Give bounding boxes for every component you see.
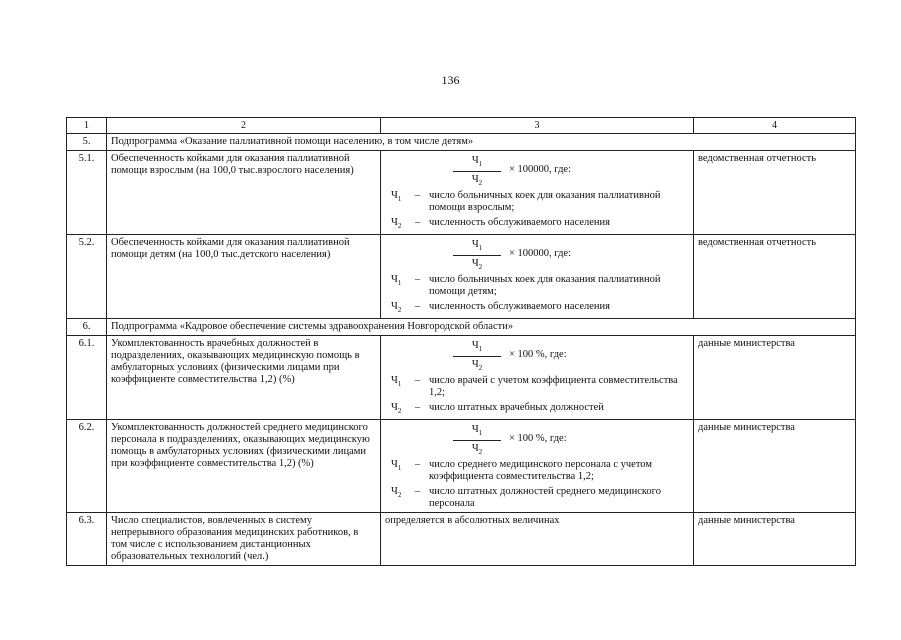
data-source: данные министерства [694, 513, 856, 566]
column-number: 1 [67, 118, 107, 134]
definition-symbol: $Ч_1$ [391, 190, 402, 204]
definition: $Ч_2$ – численность обслуживаемого населения [385, 217, 689, 232]
indicator-name: Обеспеченность койками для оказания паллиативной помощи взрослым (на 100,0 тыс.взрослого населения) [107, 151, 381, 235]
numerator: $Ч_1$ [453, 239, 501, 256]
fraction [453, 239, 501, 273]
row-number: 5.2. [67, 235, 107, 319]
page-number: 136 [441, 73, 460, 87]
definition: $Ч_1$ – число больничных коек для оказания паллиативной помощи детям; [385, 274, 689, 298]
definition: $Ч_1$ – число среднего медицинского персонала с учетом коэффициента совместительства 1,2; [385, 459, 689, 483]
fraction [453, 424, 501, 458]
definition-symbol: $Ч_1$ [391, 375, 402, 389]
definition: $Ч_2$ – численность обслуживаемого населения [385, 301, 689, 316]
denominator: $Ч_2$ [471, 174, 483, 188]
formula [385, 153, 689, 187]
column-number: 3 [381, 118, 694, 134]
formula-multiplier: × 100000, где: [509, 164, 572, 175]
calculation-method [381, 420, 694, 513]
definition: $Ч_2$ – число штатных должностей среднего медицинского персонала [385, 486, 689, 510]
definition-text: число больничных коек для оказания паллиативной помощи взрослым; [429, 190, 661, 213]
data-source: ведомственная отчетность [694, 151, 856, 235]
section-row [67, 319, 856, 336]
indicator-name: Обеспеченность койками для оказания паллиативной помощи детям (на 100,0 тыс.детского населения) [107, 235, 381, 319]
definition-symbol: $Ч_2$ [391, 402, 402, 416]
definition-symbol: $Ч_2$ [391, 217, 402, 231]
calculation-method [381, 336, 694, 420]
indicator-name: Укомплектованность врачебных должностей в подразделениях, оказывающих медицинскую помощь в амбулаторных условиях (физическими лицами при коэффициенте совместительства 1,2) (%) [107, 336, 381, 420]
definition-symbol: $Ч_2$ [391, 486, 402, 500]
table-row [67, 420, 856, 513]
table-row [67, 513, 856, 566]
data-source: данные министерства [694, 420, 856, 513]
section-title: Подпрограмма «Оказание паллиативной помощи населению, в том числе детям» [107, 134, 856, 151]
numerator: $Ч_1$ [453, 340, 501, 357]
definition-text: число больничных коек для оказания паллиативной помощи детям; [429, 274, 661, 298]
definition-text: численность обслуживаемого населения [429, 301, 611, 313]
calculation-method [381, 235, 694, 319]
definition-text: число штатных должностей среднего медицинского персонала [429, 486, 661, 510]
calculation-method: определяется в абсолютных величинах [381, 513, 694, 566]
data-source: ведомственная отчетность [694, 235, 856, 319]
formula [385, 338, 689, 372]
definition-text: число врачей с учетом коэффициента совместительства 1,2; [429, 375, 678, 399]
section-row [67, 134, 856, 151]
formula-multiplier: × 100 %, где: [509, 433, 567, 445]
definition-symbol: $Ч_1$ [391, 274, 402, 288]
row-number: 5.1. [67, 151, 107, 235]
section-number: 6. [67, 319, 107, 336]
column-number: 2 [107, 118, 381, 134]
definition-symbol: $Ч_1$ [391, 459, 402, 473]
formula [385, 237, 689, 271]
definition-text: численность обслуживаемого населения [429, 217, 611, 228]
table-row [67, 235, 856, 319]
row-number: 6.3. [67, 513, 107, 566]
numerator: $Ч_1$ [453, 155, 501, 172]
definition: $Ч_1$ – число врачей с учетом коэффициента совместительства 1,2; [385, 375, 689, 399]
numerator: $Ч_1$ [453, 424, 501, 441]
calculation-method [381, 151, 694, 235]
definition: $Ч_1$ – число больничных коек для оказания паллиативной помощи взрослым; [385, 190, 689, 214]
denominator: $Ч_2$ [471, 258, 483, 272]
definition-symbol: $Ч_2$ [391, 301, 402, 315]
indicators-table [66, 117, 856, 566]
formula [385, 422, 689, 456]
indicator-name: Число специалистов, вовлеченных в систему непрерывного образования медицинских работников, в том числе с использованием дистанционных образовательных технологий (чел.) [107, 513, 381, 566]
formula-multiplier: × 100 %, где: [509, 349, 567, 361]
column-number-row [67, 118, 856, 134]
denominator: $Ч_2$ [471, 359, 483, 373]
table-row [67, 336, 856, 420]
definition: $Ч_2$ – число штатных врачебных должностей [385, 402, 689, 417]
table-row [67, 151, 856, 235]
denominator: $Ч_2$ [471, 443, 483, 457]
formula-multiplier: × 100000, где: [509, 248, 572, 260]
definition-text: число среднего медицинского персонала с учетом коэффициента совместительства 1,2; [429, 459, 652, 483]
data-source: данные министерства [694, 336, 856, 420]
fraction [453, 340, 501, 374]
section-title: Подпрограмма «Кадровое обеспечение системы здравоохранения Новгородской области» [107, 319, 856, 336]
row-number: 6.1. [67, 336, 107, 420]
definition-text: число штатных врачебных должностей [429, 402, 604, 414]
column-number: 4 [694, 118, 856, 134]
indicator-name: Укомплектованность должностей среднего медицинского персонала в подразделениях, оказывающих медицинскую помощь в амбулаторных условиях (физическими лицами при коэффициенте совместительства 1,2) (%) [107, 420, 381, 513]
section-number: 5. [67, 134, 107, 151]
row-number: 6.2. [67, 420, 107, 513]
fraction [453, 155, 501, 189]
